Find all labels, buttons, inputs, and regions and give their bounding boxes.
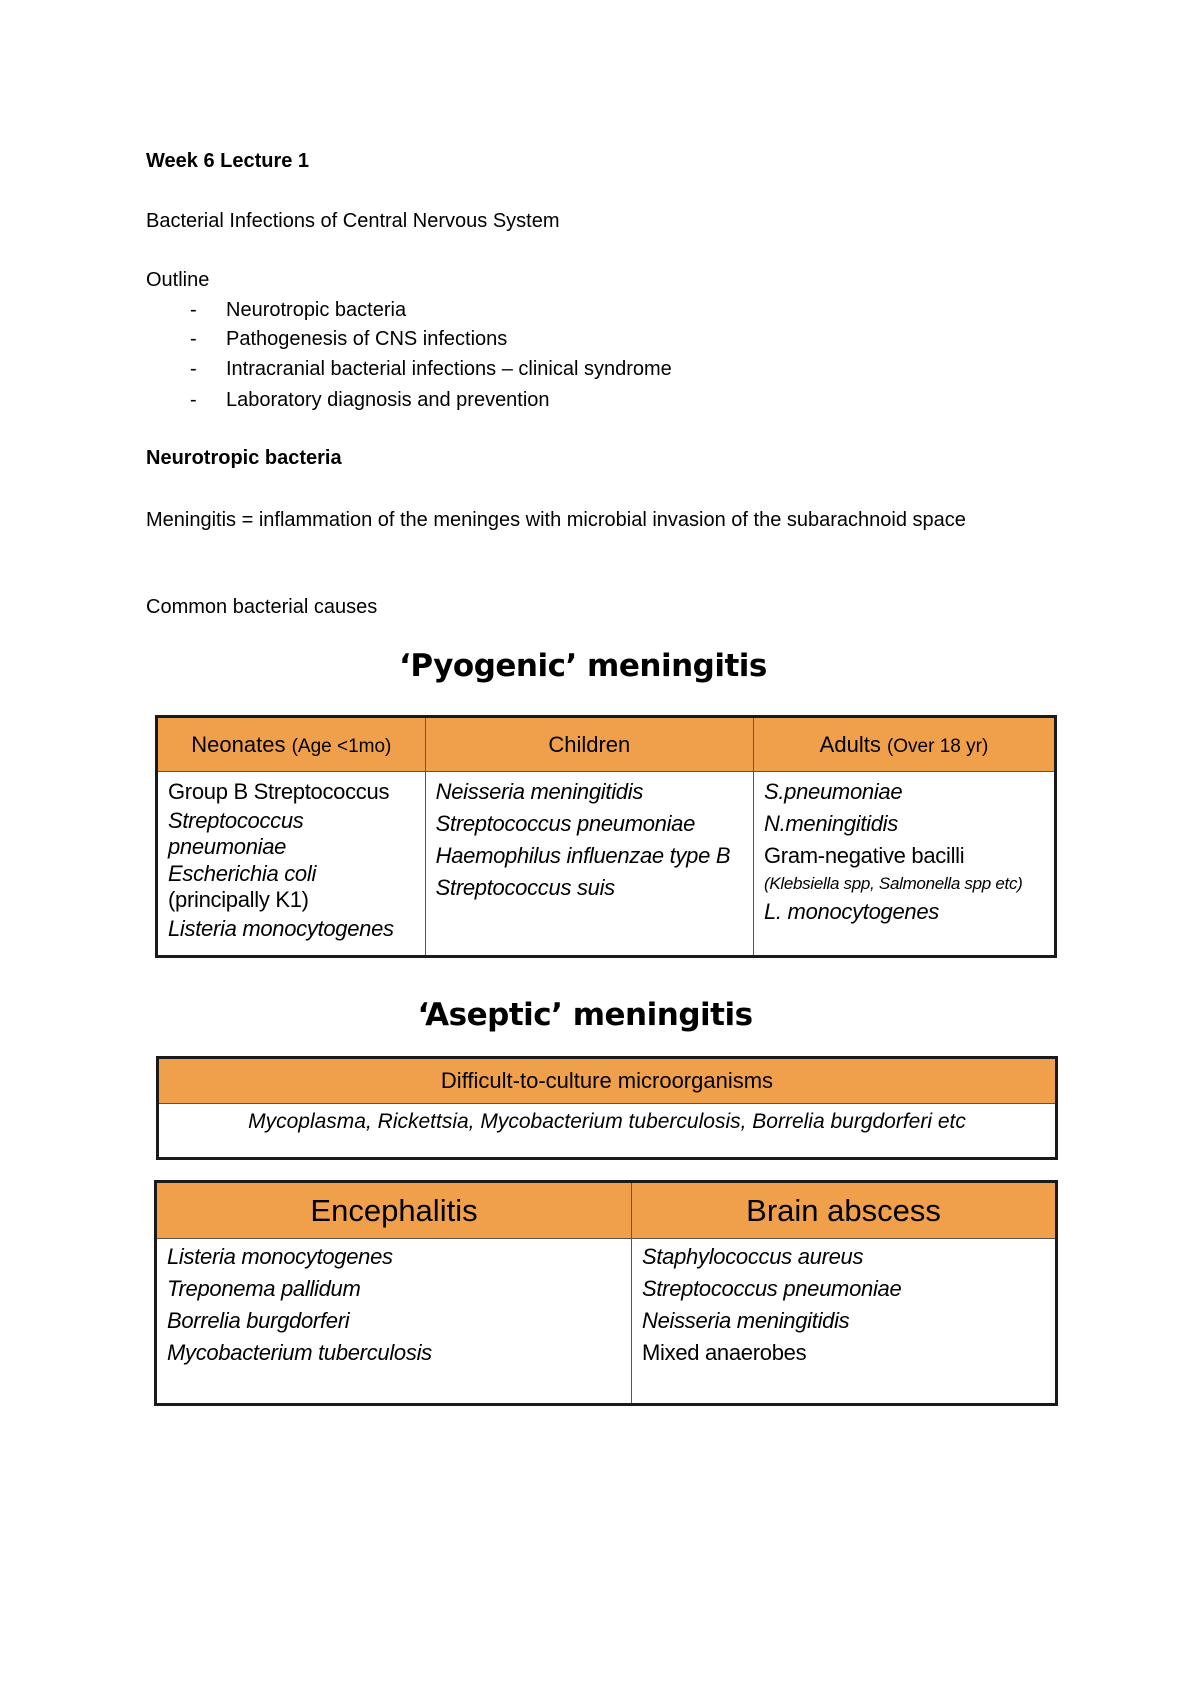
header-children: Children — [425, 717, 753, 772]
organism: L. monocytogenes — [764, 899, 939, 924]
section-heading: Neurotropic bacteria — [146, 447, 342, 469]
outline-item: Pathogenesis of CNS infections — [226, 328, 508, 350]
bullet-dash: - — [190, 358, 197, 380]
organism: Borrelia burgdorferi — [167, 1308, 350, 1333]
organism-note: (Klebsiella spp, Salmonella spp etc) — [764, 874, 1023, 893]
organism: Streptococcus pneumoniae — [168, 808, 304, 859]
outline-item: Neurotropic bacteria — [226, 299, 407, 321]
organism: Streptococcus pneumoniae — [435, 811, 696, 836]
aseptic-header: Difficult-to-culture microorganisms — [158, 1058, 1057, 1104]
encephalitis-cell — [156, 1239, 632, 1405]
organism: Streptococcus pneumoniae — [642, 1276, 902, 1301]
pyogenic-title: ‘Pyogenic’ meningitis — [399, 648, 767, 684]
organism: N.meningitidis — [764, 811, 898, 836]
organism: Mixed anaerobes — [642, 1340, 807, 1365]
organism: S.pneumoniae — [764, 779, 903, 804]
aseptic-title: ‘Aseptic’ meningitis — [417, 997, 753, 1033]
organism: Group B Streptococcus — [168, 779, 390, 804]
organism: Escherichia coli — [168, 861, 317, 886]
abscess-cell — [632, 1239, 1057, 1405]
outline-item: Laboratory diagnosis and prevention — [226, 389, 550, 411]
organism: Neisseria meningitidis — [642, 1308, 850, 1333]
header-adults: Adults (Over 18 yr) — [754, 717, 1056, 772]
bullet-dash: - — [190, 389, 197, 411]
lecture-subtitle: Bacterial Infections of Central Nervous System — [146, 210, 560, 232]
outline-heading: Outline — [146, 269, 210, 291]
lecture-title: Week 6 Lecture 1 — [146, 150, 310, 172]
aseptic-table — [156, 1056, 1058, 1160]
organism: Haemophilus influenzae type B — [435, 843, 731, 868]
header-neonates: Neonates (Age <1mo) — [157, 717, 426, 772]
outline-item: Intracranial bacterial infections – clinical syndrome — [226, 358, 672, 380]
children-cell — [425, 772, 753, 957]
organism: Listeria monocytogenes — [168, 916, 394, 941]
organism: Mycobacterium tuberculosis — [167, 1340, 432, 1365]
adults-cell — [754, 772, 1056, 957]
organism: Treponema pallidum — [167, 1276, 361, 1301]
organism: Gram-negative bacilli — [764, 843, 965, 868]
organism: Neisseria meningitidis — [435, 779, 644, 804]
meningitis-definition: Meningitis = inflammation of the meninges with microbial invasion of the subarachnoid space — [146, 509, 966, 531]
encephalitis-abscess-table — [154, 1180, 1058, 1406]
header-encephalitis: Encephalitis — [156, 1182, 632, 1239]
organism: Listeria monocytogenes — [167, 1244, 393, 1269]
neonates-cell — [157, 772, 426, 957]
organism: Streptococcus suis — [435, 875, 615, 900]
aseptic-organisms: Mycoplasma, Rickettsia, Mycobacterium tuberculosis, Borrelia burgdorferi etc — [158, 1104, 1057, 1159]
bullet-dash: - — [190, 328, 197, 350]
header-brain-abscess: Brain abscess — [632, 1182, 1057, 1239]
organism-note: (principally K1) — [168, 887, 309, 912]
organism: Staphylococcus aureus — [642, 1244, 864, 1269]
common-causes-label: Common bacterial causes — [146, 596, 378, 618]
pyogenic-table — [155, 715, 1057, 958]
bullet-dash: - — [190, 299, 197, 321]
